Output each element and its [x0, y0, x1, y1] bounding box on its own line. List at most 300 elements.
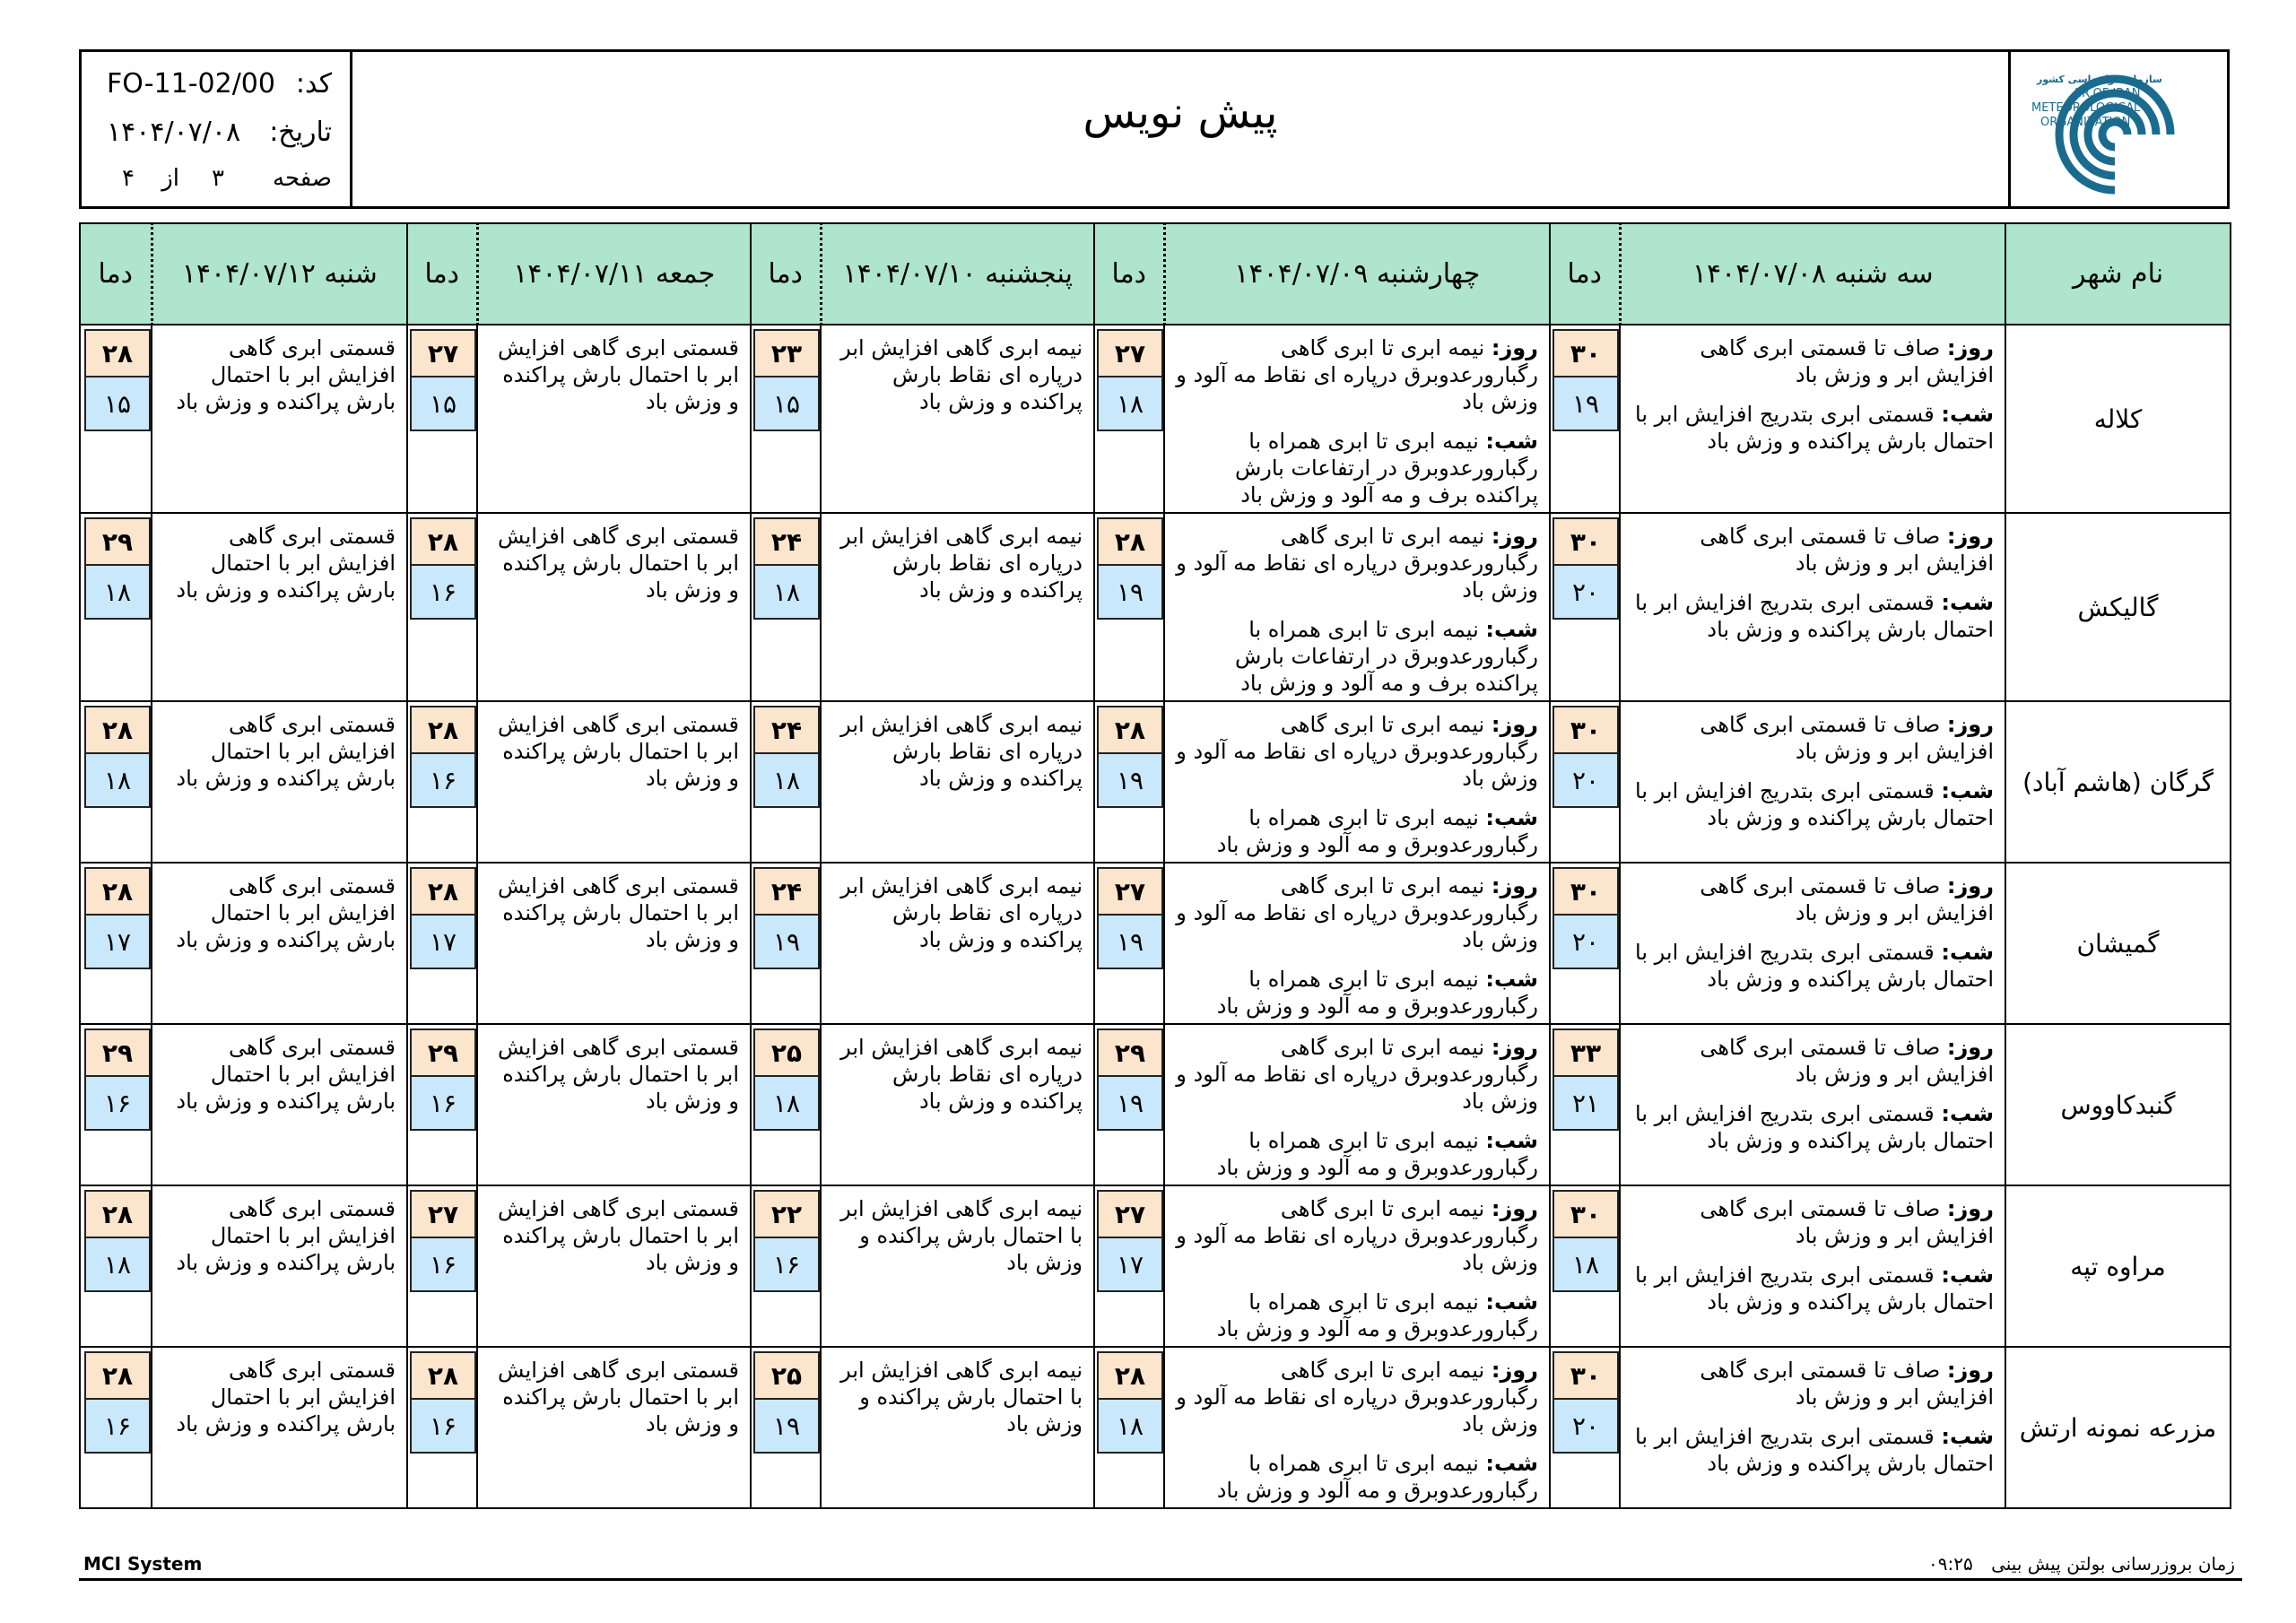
temperature-cell	[1094, 701, 1164, 863]
forecast-text: نیمه ابری گاهی افزایش ابر با احتمال بارش پراکنده و وزش باد	[840, 1196, 1083, 1275]
column-header-day-4: جمعه ۱۴۰۴/۰۷/۱۱	[477, 223, 751, 325]
temperature-cell	[1094, 1347, 1164, 1508]
temperature-box	[410, 1190, 476, 1292]
forecast-text: قسمتی ابری گاهی افزایش ابر با احتمال بارش پراکنده و وزش باد	[498, 524, 739, 603]
min-temperature: ۱۹	[1097, 752, 1163, 808]
day-text: نیمه ابری تا ابری گاهی رگبارورعدوبرق درپاره ای نقاط مه آلود و وزش باد	[1176, 712, 1538, 791]
night-label: شب:	[1485, 967, 1538, 992]
forecast-description	[152, 1347, 407, 1508]
min-temperature: ۱۹	[1097, 564, 1163, 620]
min-temperature: ۱۸	[84, 1237, 151, 1292]
day-label: روز:	[1491, 335, 1538, 360]
day-label: روز:	[1491, 524, 1538, 549]
forecast-text: قسمتی ابری گاهی افزایش ابر با احتمال بارش پراکنده و وزش باد	[176, 1358, 396, 1436]
temperature-cell	[407, 863, 477, 1024]
forecast-table	[79, 222, 2231, 1509]
forecast-text: قسمتی ابری گاهی افزایش ابر با احتمال بارش پراکنده و وزش باد	[176, 335, 396, 414]
max-temperature: ۲۸	[84, 867, 151, 914]
min-temperature: ۱۸	[753, 752, 820, 808]
column-header-temp-5: دما	[80, 223, 152, 325]
max-temperature: ۳۰	[1552, 1190, 1619, 1237]
column-header-temp-3: دما	[751, 223, 821, 325]
night-forecast	[1176, 1450, 1538, 1504]
forecast-description	[821, 1024, 1094, 1185]
day-text: صاف تا قسمتی ابری گاهی افزایش ابر و وزش باد	[1700, 873, 1994, 925]
temperature-box	[84, 1190, 151, 1292]
forecast-text: قسمتی ابری گاهی افزایش ابر با احتمال بارش پراکنده و وزش باد	[498, 335, 739, 414]
temperature-box	[1097, 706, 1163, 808]
night-label: شب:	[1485, 429, 1538, 454]
forecast-description	[1164, 1347, 1550, 1508]
min-temperature: ۱۶	[84, 1398, 151, 1454]
forecast-text: قسمتی ابری گاهی افزایش ابر با احتمال بارش پراکنده و وزش باد	[176, 1196, 396, 1275]
max-temperature: ۲۷	[1097, 329, 1163, 376]
day-text: نیمه ابری تا ابری گاهی رگبارورعدوبرق درپاره ای نقاط مه آلود و وزش باد	[1176, 524, 1538, 603]
forecast-description	[477, 325, 751, 513]
max-temperature: ۲۸	[410, 1351, 476, 1398]
night-forecast	[1631, 1100, 1994, 1154]
forecast-description	[477, 1024, 751, 1185]
night-text: قسمتی ابری بتدریج افزایش ابر با احتمال بارش پراکنده و وزش باد	[1635, 1101, 1994, 1153]
max-temperature: ۲۵	[753, 1028, 820, 1075]
min-temperature: ۱۶	[84, 1075, 151, 1131]
min-temperature: ۱۷	[1097, 1237, 1163, 1292]
night-text: قسمتی ابری بتدریج افزایش ابر با احتمال بارش پراکنده و وزش باد	[1635, 402, 1994, 454]
forecast-text: نیمه ابری گاهی افزایش ابر درپاره ای نقاط بارش پراکنده و وزش باد	[840, 1035, 1083, 1114]
min-temperature: ۱۸	[84, 564, 151, 620]
min-temperature: ۱۸	[1097, 376, 1163, 431]
temperature-box	[410, 1028, 476, 1131]
page-current: ۳	[212, 165, 224, 192]
temperature-box	[1097, 1351, 1163, 1454]
temperature-cell	[1094, 325, 1164, 513]
table-row	[80, 1024, 2231, 1185]
temperature-cell	[80, 513, 152, 701]
column-header-temp-1: دما	[1550, 223, 1620, 325]
min-temperature: ۱۵	[84, 376, 151, 431]
forecast-description	[821, 1185, 1094, 1347]
temperature-box	[1552, 1351, 1619, 1454]
day-forecast	[1631, 1357, 1994, 1410]
max-temperature: ۲۹	[410, 1028, 476, 1075]
footer-update-time: ۰۹:۲۵	[1928, 1553, 1973, 1575]
forecast-description	[152, 513, 407, 701]
forecast-description	[152, 1185, 407, 1347]
night-label: شب:	[1941, 590, 1994, 615]
night-forecast	[1631, 1423, 1994, 1477]
temperature-cell	[407, 1347, 477, 1508]
max-temperature: ۲۹	[84, 1028, 151, 1075]
night-label: شب:	[1941, 1263, 1994, 1288]
temperature-cell	[1550, 863, 1620, 1024]
code-value: FO-11-02/00	[107, 68, 275, 100]
night-text: قسمتی ابری بتدریج افزایش ابر با احتمال بارش پراکنده و وزش باد	[1635, 590, 1994, 642]
night-text: نیمه ابری تا ابری همراه با رگبارورعدوبرق و مه آلود و وزش باد	[1216, 1128, 1538, 1180]
day-forecast	[1176, 1195, 1538, 1276]
temperature-box	[753, 1028, 820, 1131]
forecast-description	[477, 1347, 751, 1508]
night-text: قسمتی ابری بتدریج افزایش ابر با احتمال بارش پراکنده و وزش باد	[1635, 1263, 1994, 1315]
day-forecast	[1176, 1357, 1538, 1437]
forecast-description	[1620, 1024, 2005, 1185]
max-temperature: ۳۰	[1552, 329, 1619, 376]
table-row	[80, 1347, 2231, 1508]
night-text: نیمه ابری تا ابری همراه با رگبارورعدوبرق و مه آلود و وزش باد	[1216, 1451, 1538, 1503]
forecast-description	[152, 701, 407, 863]
min-temperature: ۱۵	[753, 376, 820, 431]
night-text: قسمتی ابری بتدریج افزایش ابر با احتمال بارش پراکنده و وزش باد	[1635, 778, 1994, 830]
forecast-description	[1620, 513, 2005, 701]
forecast-text: قسمتی ابری گاهی افزایش ابر با احتمال بارش پراکنده و وزش باد	[176, 873, 396, 952]
temperature-box	[1552, 706, 1619, 808]
day-label: روز:	[1946, 524, 1994, 549]
column-header-day-5: شنبه ۱۴۰۴/۰۷/۱۲	[152, 223, 407, 325]
temperature-cell	[407, 513, 477, 701]
night-label: شب:	[1485, 1451, 1538, 1476]
temperature-box	[1552, 867, 1619, 969]
max-temperature: ۲۷	[1097, 1190, 1163, 1237]
forecast-description	[1620, 1185, 2005, 1347]
temperature-box	[753, 1351, 820, 1454]
logo-text-fa: سازمان هواشناسی کشور	[2037, 74, 2162, 85]
min-temperature: ۲۰	[1552, 752, 1619, 808]
temperature-box	[1097, 517, 1163, 620]
temperature-cell	[751, 701, 821, 863]
night-text: نیمه ابری تا ابری همراه با رگبارورعدوبرق در ارتفاعات بارش پراکنده برف و مه آلود و وزش باد	[1234, 429, 1538, 508]
city-name: گرگان (هاشم آباد)	[2005, 701, 2231, 863]
max-temperature: ۲۸	[84, 1351, 151, 1398]
night-text: نیمه ابری تا ابری همراه با رگبارورعدوبرق و مه آلود و وزش باد	[1216, 805, 1538, 857]
temperature-box	[1552, 1028, 1619, 1131]
day-text: صاف تا قسمتی ابری گاهی افزایش ابر و وزش باد	[1700, 524, 1994, 576]
max-temperature: ۳۳	[1552, 1028, 1619, 1075]
temperature-box	[753, 706, 820, 808]
temperature-cell	[407, 1185, 477, 1347]
city-name: گالیکش	[2005, 513, 2231, 701]
temperature-cell	[1550, 325, 1620, 513]
night-forecast	[1631, 401, 1994, 455]
table-row	[80, 701, 2231, 863]
city-name: مزرعه نمونه ارتش	[2005, 1347, 2231, 1508]
max-temperature: ۲۸	[84, 1190, 151, 1237]
forecast-table-body	[80, 325, 2231, 1508]
max-temperature: ۲۸	[84, 706, 151, 752]
night-forecast	[1176, 804, 1538, 858]
document-header	[79, 49, 2230, 209]
night-label: شب:	[1485, 1128, 1538, 1153]
forecast-text: نیمه ابری گاهی افزایش ابر درپاره ای نقاط بارش پراکنده و وزش باد	[840, 712, 1083, 791]
page-label: صفحه	[273, 165, 332, 192]
max-temperature: ۲۴	[753, 867, 820, 914]
forecast-text: قسمتی ابری گاهی افزایش ابر با احتمال بارش پراکنده و وزش باد	[498, 712, 739, 791]
day-label: روز:	[1946, 335, 1994, 360]
forecast-text: نیمه ابری گاهی افزایش ابر درپاره ای نقاط بارش پراکنده و وزش باد	[840, 873, 1083, 952]
day-label: روز:	[1946, 1035, 1994, 1060]
city-name: گمیشان	[2005, 863, 2231, 1024]
page-total: ۴	[122, 165, 135, 192]
max-temperature: ۲۸	[1097, 517, 1163, 564]
temperature-cell	[80, 325, 152, 513]
temperature-cell	[751, 1185, 821, 1347]
max-temperature: ۲۸	[410, 517, 476, 564]
max-temperature: ۲۳	[753, 329, 820, 376]
forecast-description	[821, 513, 1094, 701]
min-temperature: ۲۰	[1552, 914, 1619, 969]
table-row	[80, 325, 2231, 513]
night-text: نیمه ابری تا ابری همراه با رگبارورعدوبرق و مه آلود و وزش باد	[1216, 1289, 1538, 1341]
document-meta	[82, 52, 352, 206]
night-forecast	[1176, 1289, 1538, 1342]
footer-system: MCI System	[83, 1553, 203, 1575]
day-label: روز:	[1946, 873, 1994, 898]
night-label: شب:	[1941, 1101, 1994, 1126]
min-temperature: ۱۸	[753, 564, 820, 620]
night-forecast	[1631, 1262, 1994, 1315]
temperature-cell	[751, 1024, 821, 1185]
max-temperature: ۲۹	[84, 517, 151, 564]
temperature-box	[84, 329, 151, 431]
min-temperature: ۱۹	[1552, 376, 1619, 431]
forecast-description	[821, 863, 1094, 1024]
day-text: صاف تا قسمتی ابری گاهی افزایش ابر و وزش باد	[1700, 1035, 1994, 1087]
temperature-box	[1097, 867, 1163, 969]
temperature-cell	[751, 325, 821, 513]
city-name: کلاله	[2005, 325, 2231, 513]
night-label: شب:	[1941, 1424, 1994, 1449]
max-temperature: ۳۰	[1552, 517, 1619, 564]
forecast-text: نیمه ابری گاهی افزایش ابر با احتمال بارش پراکنده و وزش باد	[840, 1358, 1083, 1436]
day-text: نیمه ابری تا ابری گاهی رگبارورعدوبرق درپاره ای نقاط مه آلود و وزش باد	[1176, 1196, 1538, 1275]
night-label: شب:	[1485, 805, 1538, 830]
min-temperature: ۲۰	[1552, 564, 1619, 620]
min-temperature: ۱۷	[84, 914, 151, 969]
day-forecast	[1631, 523, 1994, 577]
max-temperature: ۳۰	[1552, 867, 1619, 914]
temperature-box	[410, 329, 476, 431]
night-label: شب:	[1941, 940, 1994, 965]
day-label: روز:	[1491, 873, 1538, 898]
temperature-box	[410, 517, 476, 620]
min-temperature: ۱۶	[410, 564, 476, 620]
temperature-cell	[407, 701, 477, 863]
min-temperature: ۱۹	[753, 1398, 820, 1454]
night-text: نیمه ابری تا ابری همراه با رگبارورعدوبرق و مه آلود و وزش باد	[1216, 967, 1538, 1019]
temperature-cell	[1550, 1024, 1620, 1185]
logo-text-organization: ORGANIZATION	[2040, 116, 2131, 129]
forecast-description	[152, 1024, 407, 1185]
forecast-description	[1164, 325, 1550, 513]
day-label: روز:	[1491, 1196, 1538, 1221]
day-forecast	[1631, 1195, 1994, 1249]
forecast-description	[1164, 1185, 1550, 1347]
max-temperature: ۲۴	[753, 517, 820, 564]
night-forecast	[1176, 428, 1538, 508]
min-temperature: ۱۶	[410, 752, 476, 808]
temperature-box	[753, 1190, 820, 1292]
day-label: روز:	[1491, 1358, 1538, 1383]
night-forecast	[1176, 966, 1538, 1020]
min-temperature: ۲۱	[1552, 1075, 1619, 1131]
forecast-description	[821, 701, 1094, 863]
forecast-description	[1164, 863, 1550, 1024]
min-temperature: ۱۶	[753, 1237, 820, 1292]
column-header-city: نام شهر	[2005, 223, 2231, 325]
temperature-cell	[80, 701, 152, 863]
temperature-cell	[751, 863, 821, 1024]
min-temperature: ۱۵	[410, 376, 476, 431]
day-text: نیمه ابری تا ابری گاهی رگبارورعدوبرق درپاره ای نقاط مه آلود و وزش باد	[1176, 1035, 1538, 1114]
day-text: صاف تا قسمتی ابری گاهی افزایش ابر و وزش باد	[1700, 712, 1994, 764]
night-text: قسمتی ابری بتدریج افزایش ابر با احتمال بارش پراکنده و وزش باد	[1635, 1424, 1994, 1476]
max-temperature: ۳۰	[1552, 1351, 1619, 1398]
day-forecast	[1176, 334, 1538, 415]
city-name: مراوه تپه	[2005, 1185, 2231, 1347]
forecast-description	[477, 701, 751, 863]
page-of: از	[161, 165, 179, 192]
max-temperature: ۲۴	[753, 706, 820, 752]
max-temperature: ۲۸	[1097, 1351, 1163, 1398]
temperature-cell	[80, 863, 152, 1024]
night-forecast	[1176, 616, 1538, 697]
forecast-description	[477, 1185, 751, 1347]
table-header-row	[80, 223, 2231, 325]
day-label: روز:	[1491, 712, 1538, 737]
temperature-box	[84, 1028, 151, 1131]
night-label: شب:	[1485, 1289, 1538, 1315]
forecast-description	[1164, 1024, 1550, 1185]
day-label: روز:	[1946, 712, 1994, 737]
day-forecast	[1176, 711, 1538, 792]
forecast-description	[821, 325, 1094, 513]
night-forecast	[1631, 777, 1994, 831]
temperature-box	[1552, 329, 1619, 431]
max-temperature: ۲۸	[84, 329, 151, 376]
temperature-box	[753, 517, 820, 620]
forecast-description	[1620, 1347, 2005, 1508]
day-text: نیمه ابری تا ابری گاهی رگبارورعدوبرق درپاره ای نقاط مه آلود و وزش باد	[1176, 873, 1538, 952]
meteorological-organization-logo	[2030, 63, 2200, 197]
forecast-description	[1620, 863, 2005, 1024]
night-forecast	[1631, 939, 1994, 993]
temperature-box	[410, 1351, 476, 1454]
forecast-text: قسمتی ابری گاهی افزایش ابر با احتمال بارش پراکنده و وزش باد	[498, 873, 739, 952]
day-forecast	[1176, 872, 1538, 953]
forecast-text: قسمتی ابری گاهی افزایش ابر با احتمال بارش پراکنده و وزش باد	[498, 1035, 739, 1114]
page-title: پیش نویس	[1083, 88, 1278, 138]
forecast-description	[152, 325, 407, 513]
max-temperature: ۲۸	[410, 706, 476, 752]
forecast-description	[1620, 325, 2005, 513]
date-value: ۱۴۰۴/۰۷/۰۸	[107, 117, 241, 148]
temperature-box	[84, 706, 151, 808]
footer-update	[1928, 1553, 2235, 1575]
max-temperature: ۲۸	[410, 867, 476, 914]
min-temperature: ۲۰	[1552, 1398, 1619, 1454]
date-label: تاریخ:	[269, 117, 332, 148]
column-header-day-1: سه شنبه ۱۴۰۴/۰۷/۰۸	[1620, 223, 2005, 325]
temperature-cell	[1094, 513, 1164, 701]
day-forecast	[1631, 872, 1994, 926]
min-temperature: ۱۷	[410, 914, 476, 969]
temperature-cell	[751, 513, 821, 701]
column-header-temp-4: دما	[407, 223, 477, 325]
footer-divider	[79, 1578, 2242, 1581]
temperature-box	[753, 867, 820, 969]
temperature-cell	[751, 1347, 821, 1508]
max-temperature: ۲۷	[1097, 867, 1163, 914]
forecast-description	[1620, 701, 2005, 863]
day-text: صاف تا قسمتی ابری گاهی افزایش ابر و وزش باد	[1700, 1358, 1994, 1410]
max-temperature: ۲۹	[1097, 1028, 1163, 1075]
min-temperature: ۱۶	[410, 1237, 476, 1292]
min-temperature: ۱۸	[753, 1075, 820, 1131]
max-temperature: ۲۵	[753, 1351, 820, 1398]
temperature-box	[1552, 517, 1619, 620]
night-text: نیمه ابری تا ابری همراه با رگبارورعدوبرق در ارتفاعات بارش پراکنده برف و مه آلود و وزش باد	[1234, 617, 1538, 696]
temperature-cell	[1550, 1185, 1620, 1347]
day-label: روز:	[1491, 1035, 1538, 1060]
day-text: صاف تا قسمتی ابری گاهی افزایش ابر و وزش باد	[1700, 335, 1994, 387]
logo-cell	[2008, 52, 2227, 206]
night-forecast	[1176, 1127, 1538, 1181]
min-temperature: ۱۶	[410, 1075, 476, 1131]
forecast-description	[821, 1347, 1094, 1508]
max-temperature: ۲۲	[753, 1190, 820, 1237]
temperature-cell	[1550, 701, 1620, 863]
column-header-temp-2: دما	[1094, 223, 1164, 325]
night-label: شب:	[1941, 778, 1994, 803]
forecast-description	[1164, 701, 1550, 863]
min-temperature: ۱۹	[1097, 1075, 1163, 1131]
day-text: نیمه ابری تا ابری گاهی رگبارورعدوبرق درپاره ای نقاط مه آلود و وزش باد	[1176, 1358, 1538, 1436]
temperature-cell	[80, 1024, 152, 1185]
logo-text-iran: I.R.OF IRAN	[2074, 87, 2141, 100]
min-temperature: ۱۸	[1097, 1398, 1163, 1454]
forecast-text: قسمتی ابری گاهی افزایش ابر با احتمال بارش پراکنده و وزش باد	[498, 1358, 739, 1436]
temperature-cell	[80, 1347, 152, 1508]
forecast-description	[152, 863, 407, 1024]
temperature-box	[410, 706, 476, 808]
day-text: نیمه ابری تا ابری گاهی رگبارورعدوبرق درپاره ای نقاط مه آلود و وزش باد	[1176, 335, 1538, 414]
temperature-cell	[1550, 513, 1620, 701]
day-text: صاف تا قسمتی ابری گاهی افزایش ابر و وزش باد	[1700, 1196, 1994, 1248]
day-label: روز:	[1946, 1358, 1994, 1383]
table-row	[80, 1185, 2231, 1347]
max-temperature: ۲۷	[410, 1190, 476, 1237]
temperature-cell	[407, 325, 477, 513]
column-header-day-3: پنجشنبه ۱۴۰۴/۰۷/۱۰	[821, 223, 1094, 325]
temperature-box	[753, 329, 820, 431]
temperature-cell	[80, 1185, 152, 1347]
city-name: گنبدکاووس	[2005, 1024, 2231, 1185]
min-temperature: ۱۹	[1097, 914, 1163, 969]
forecast-text: قسمتی ابری گاهی افزایش ابر با احتمال بارش پراکنده و وزش باد	[176, 712, 396, 791]
table-row	[80, 863, 2231, 1024]
temperature-box	[84, 1351, 151, 1454]
temperature-cell	[407, 1024, 477, 1185]
day-forecast	[1631, 711, 1994, 765]
temperature-box	[1552, 1190, 1619, 1292]
day-forecast	[1631, 334, 1994, 388]
temperature-box	[1097, 1190, 1163, 1292]
forecast-description	[1164, 513, 1550, 701]
day-forecast	[1176, 1034, 1538, 1115]
table-row	[80, 513, 2231, 701]
forecast-text: نیمه ابری گاهی افزایش ابر درپاره ای نقاط بارش پراکنده و وزش باد	[840, 524, 1083, 603]
temperature-cell	[1550, 1347, 1620, 1508]
min-temperature: ۱۸	[1552, 1237, 1619, 1292]
night-forecast	[1631, 589, 1994, 643]
